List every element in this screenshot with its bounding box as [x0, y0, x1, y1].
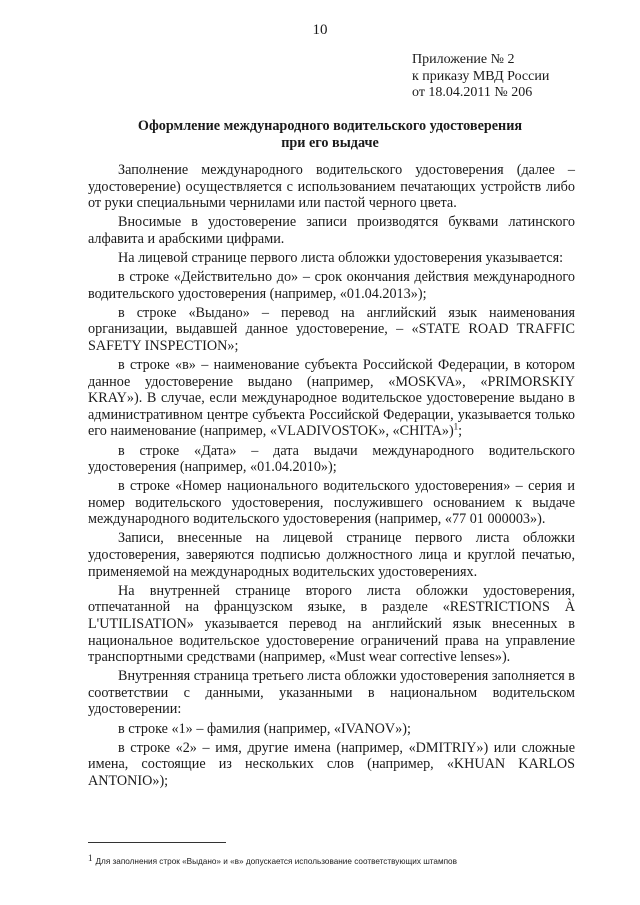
appendix-reference	[412, 52, 632, 102]
paragraph: Внутренняя страница третьего листа обложки удостоверения заполняется в соответствии с данными, указанными в национальном водительском удостоверении:	[88, 668, 575, 718]
paragraph: в строке «Дата» – дата выдачи международного водительского удостоверения (например, «01.04.2010»);	[88, 442, 575, 476]
footnote-mark: 1	[88, 853, 93, 863]
paragraph: Заполнение международного водительского удостоверения (далее – удостоверение) осуществляется с использованием печатающих устройств либо от руки специальными чернилами или пастой черного цвета.	[88, 162, 575, 212]
paragraph: На лицевой странице первого листа обложки удостоверения указывается:	[118, 249, 564, 266]
document-body	[88, 162, 575, 792]
paragraph: в строке «1» – фамилия (например, «IVANOV»);	[118, 720, 411, 737]
paragraph: Вносимые в удостоверение записи производятся буквами латинского алфавита и арабскими цифрами.	[88, 214, 575, 247]
paragraph-tail: ;	[458, 423, 463, 440]
footnote-divider	[88, 842, 226, 843]
page-number: 10	[312, 22, 328, 38]
paragraph	[88, 357, 575, 440]
footnote-reference: 1	[453, 421, 459, 432]
appendix-line: Приложение № 2	[412, 52, 515, 67]
paragraph: в строке «2» – имя, другие имена (например, «DMITRIY») или сложные имена, состоящие из нескольких слов (например, «KHUAN KARLOS ANTONIO»);	[88, 739, 575, 789]
paragraph: в строке «Действительно до» – срок окончания действия международного водительского удостоверения (например, «01.04.2013»);	[88, 269, 575, 302]
document-title	[60, 118, 600, 152]
paragraph: Записи, внесенные на лицевой странице первого листа обложки удостоверения, заверяются подписью должностного лица и круглой печатью, применяемой на международных водительских удостоверениях.	[88, 530, 575, 580]
title-line: при его выдаче	[281, 135, 379, 151]
appendix-line: к приказу МВД России	[412, 68, 550, 84]
footnote-text: Для заполнения строк «Выдано» и «в» допускается использование соответствующих штампов	[95, 857, 457, 866]
paragraph: в строке «Выдано» – перевод на английский язык наименования организации, выдавшей данное удостоверение, – «STATE ROAD TRAFFIC SAFETY INSPECTION»;	[88, 304, 575, 354]
paragraph: в строке «Номер национального водительского удостоверения» – серия и номер водительского удостоверения, послужившего основанием к выдаче международного водительского удостоверения (например, «77 01 000003»).	[88, 478, 575, 528]
paragraph: На внутренней странице второго листа обложки удостоверения, отпечатанной на французском языке, в разделе «RESTRICTIONS À L'UTILISATION» указывается перевод на английский язык внесенных в национальное водительское удостоверение ограничений права на управление транспортными средствами (например, «Must wear corrective lenses»).	[88, 582, 575, 666]
footnote	[88, 853, 588, 867]
title-line: Оформление международного водительского удостоверения	[137, 118, 523, 134]
appendix-line: от 18.04.2011 № 206	[412, 85, 533, 100]
paragraph-text: в строке «в» – наименование субъекта Российской Федерации, в котором данное удостоверение выдано (например, «MOSKVA», «PRIMORSKIY KRAY»). В случае, если международное водительское удостоверение выдано в административном центре субъекта Российской Федерации, указывается только его наименование (например, «VLADIVOSTOK», «CHITA»)	[88, 357, 575, 440]
